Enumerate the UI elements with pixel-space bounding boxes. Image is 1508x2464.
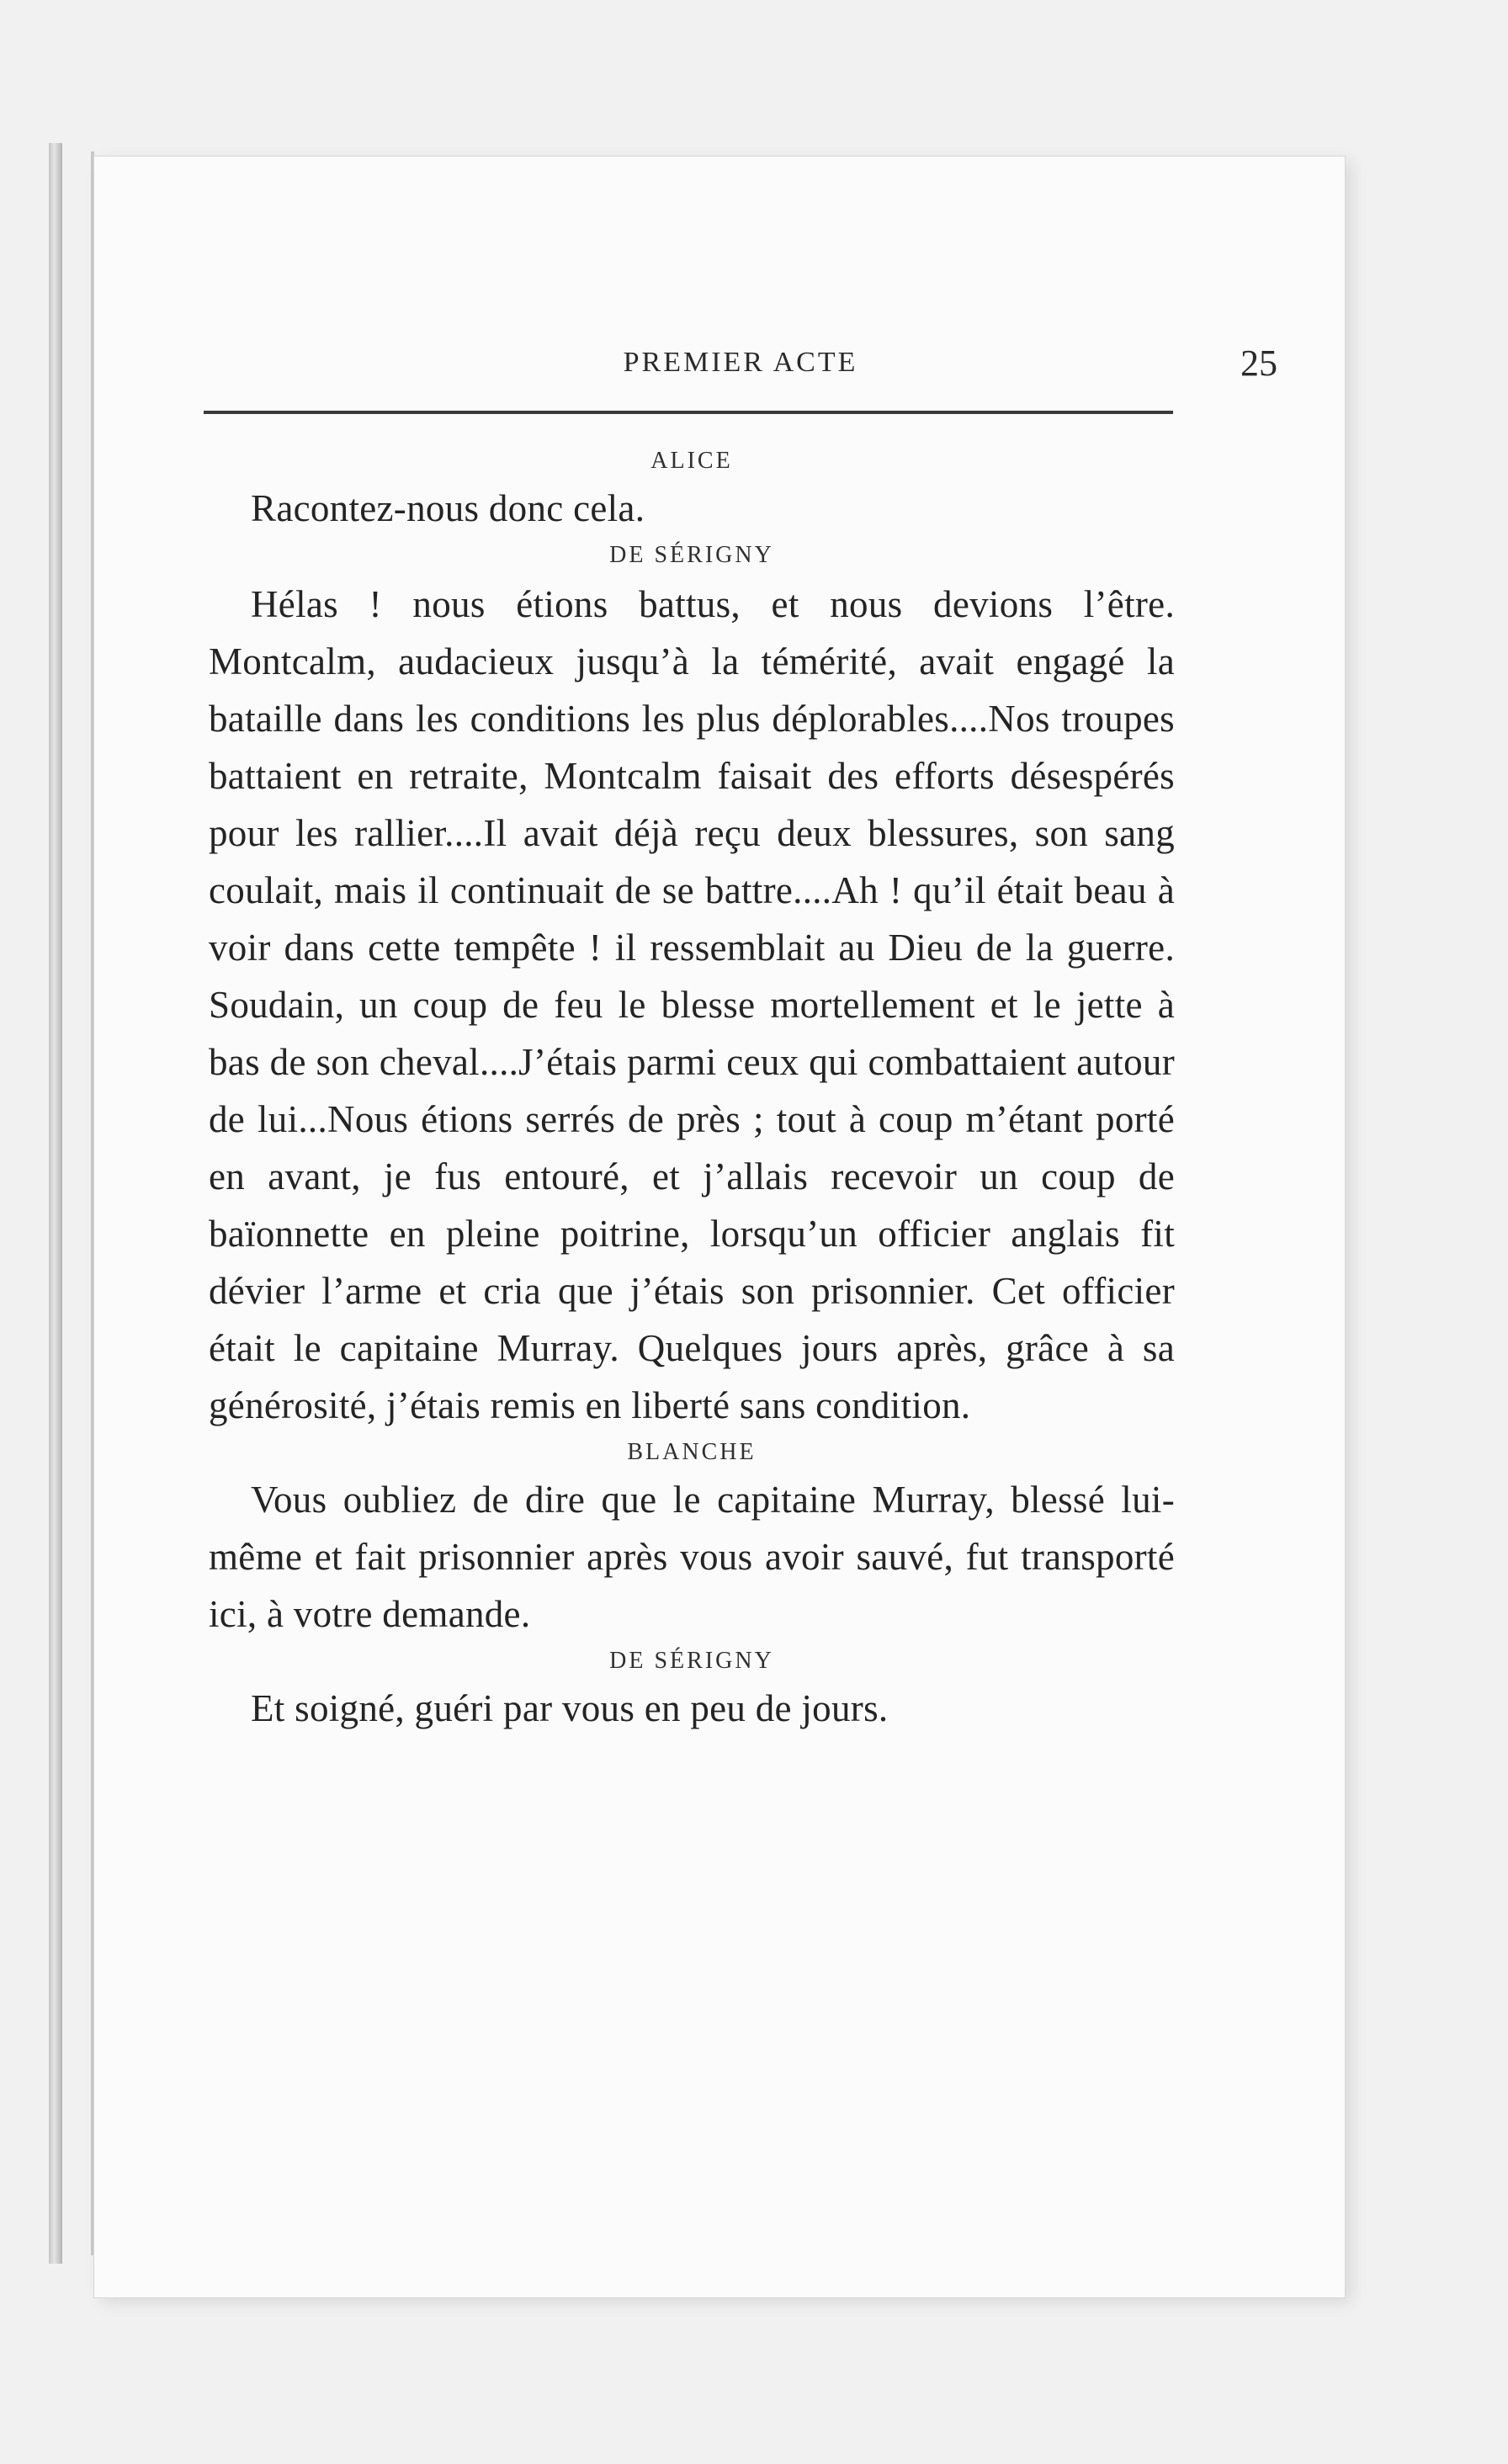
header-rule <box>204 411 1173 414</box>
speaker-name: DE SÉRIGNY <box>609 1648 774 1674</box>
running-head: PREMIER ACTE <box>623 347 858 378</box>
page-header <box>204 343 1277 402</box>
speech-text: Et soigné, guéri par vous en peu de jours. <box>251 1687 889 1729</box>
speech-text: Vous oubliez de dire que le capitaine Murray, blessé lui-même et fait prisonnier après vous avoir sauvé, fut transporté ici, à votre demande. <box>209 1479 1175 1635</box>
speaker-name: DE SÉRIGNY <box>609 542 774 568</box>
speaker-name: ALICE <box>650 448 733 474</box>
speech-text: Racontez-nous donc cela. <box>251 487 645 529</box>
dialogue-text <box>209 443 1175 1737</box>
book-spine-edge <box>49 143 62 2264</box>
book-page <box>94 157 1345 2297</box>
speaker-name: BLANCHE <box>627 1439 757 1465</box>
page-number: 25 <box>1240 343 1277 384</box>
speech-text: Hélas ! nous étions battus, et nous devions l’être. Montcalm, audacieux jusqu’à la témérité, avait engagé la bataille dans les conditions les plus déplorables....Nos troupes battaient en retraite, Montcalm faisait des efforts désespérés pour les rallier....Il avait déjà reçu deux blessures, son sang coulait, mais il continuait de se battre....Ah ! qu’il était beau à voir dans cette tempête ! il ressemblait au Dieu de la guerre. Soudain, un coup de feu le blesse mortellement et le jette à bas de son cheval....J’étais parmi ceux qui combattaient autour de lui...Nous étions serrés de près ; tout à coup m’étant porté en avant, je fus entouré, et j’allais recevoir un coup de baïonnette en pleine poitrine, lorsqu’un officier anglais fit dévier l’arme et cria que j’étais son prisonnier. Cet officier était le capitaine Murray. Quelques jours après, grâce à sa générosité, j’étais remis en liberté sans condition. <box>209 583 1175 1426</box>
